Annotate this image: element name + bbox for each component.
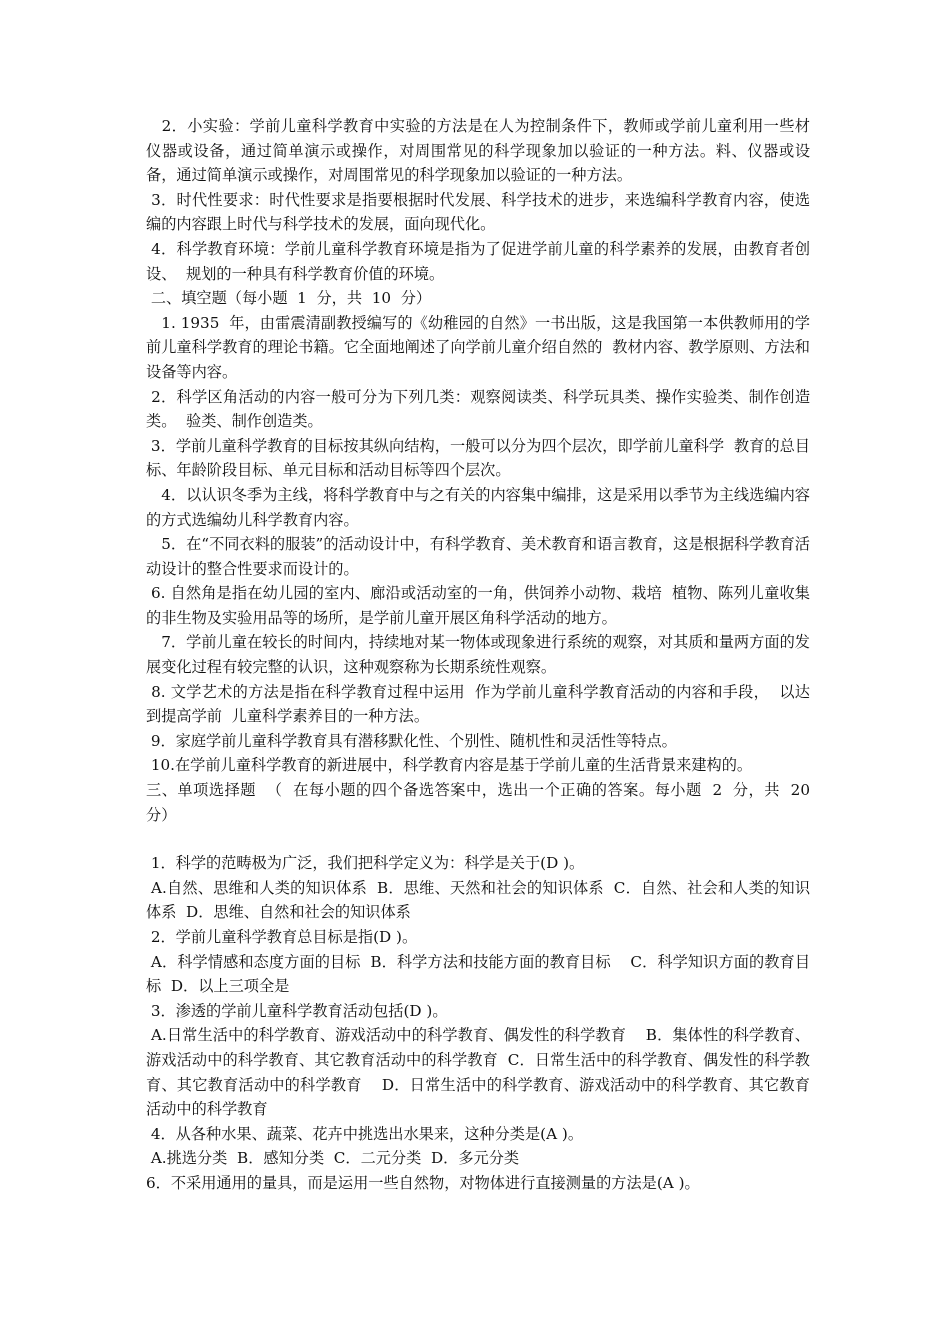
choice-options-4: A.挑选分类 B．感知分类 C．二元分类 D．多元分类 [146,1149,520,1168]
definition-environment: 4．科学教育环境：学前儿童科学教育环境是指为了促进学前儿童的科学素养的发展，由教育者创设、 规划的一种具有科学教育价值的环境。 [146,239,811,283]
choice-question-4: 4．从各种水果、蔬菜、花卉中挑选出水果来，这种分类是(A )。 [146,1124,584,1143]
choice-question-1: 1．科学的范畴极为广泛，我们把科学定义为：科学是关于(D )。 [146,854,585,873]
definition-timeliness: 3．时代性要求：时代性要求是指要根据时代发展、科学技术的进步，来选编科学教育内容，使选编的内容跟上时代与科学技术的发展，面向现代化。 [146,190,811,234]
choice-options-1: A.自然、思维和人类的知识体系 B．思维、天然和社会的知识体系 C．自然、社会和人类的知识体系 D．思维、自然和社会的知识体系 [146,878,811,922]
section-heading-fill-blank: 二、填空题（每小题 1 分，共 10 分） [146,289,432,308]
fill-blank-3: 3．学前儿童科学教育的目标按其纵向结构，一般可以分为四个层次，即学前儿童科学 教育的总目标、年龄阶段目标、单元目标和活动目标等四个层次。 [146,436,810,480]
choice-options-3: A.日常生活中的科学教育、游戏活动中的科学教育、偶发性的科学教育 B．集体性的科学教育、游戏活动中的科学教育、其它教育活动中的科学教育 C．日常生活中的科学教育、偶发性的科学教育、其它教育活动中的科学教育 D．日常生活中的科学教育、游戏活动中的科学教育、其它教育活动中的科学教育 [146,1026,810,1119]
choice-question-2: 2．学前儿童科学教育总目标是指(D )。 [146,928,418,946]
choice-options-2: A．科学情感和态度方面的目标 B．科学方法和技能方面的教育目标 C．科学知识方面的教育目标 D．以上三项全是 [146,952,811,996]
choice-question-6: 6．不采用通用的量具，而是运用一些自然物，对物体进行直接测量的方法是(A )。 [146,1173,700,1192]
section-heading-single-choice: 三、单项选择题 （ 在每小题的四个备选答案中，选出一个正确的答案。每小题 2 分，共 20 分） [146,781,815,824]
fill-blank-8: 8. 文学艺术的方法是指在科学教育过程中运用 作为学前儿童科学教育活动的内容和手段， 以达到提高学前 儿童科学素养目的一种方法。 [146,682,810,726]
fill-blank-4: 4．以认识冬季为主线，将科学教育中与之有关的内容集中编排，这是采用以季节为主线选编内容的方式选编幼儿科学教育内容。 [146,485,810,529]
fill-blank-7: 7．学前儿童在较长的时间内，持续地对某一物体或现象进行系统的观察，对其质和量两方面的发展变化过程有较完整的认识，这种观察称为长期系统性观察。 [146,633,810,677]
fill-blank-5: 5．在“不同衣料的服装”的活动设计中，有科学教育、美术教育和语言教育，这是根据科学教育活动设计的整合性要求而设计的。 [146,535,810,578]
blank-line [146,827,810,851]
fill-blank-10: 10.在学前儿童科学教育的新进展中，科学教育内容是基于学前儿童的生活背景来建构的。 [146,756,753,775]
fill-blank-1: 1. 1935 年，由雷震清副教授编写的《幼稚园的自然》一书出版，这是我国第一本供教师用的学前儿童科学教育的理论书籍。它全面地阐述了向学前儿童介绍自然的 教材内容、教学原则、方法和设备等内容。 [146,313,810,381]
fill-blank-9: 9．家庭学前儿童科学教育具有潜移默化性、个别性、随机性和灵活性等特点。 [146,731,677,750]
choice-question-3: 3．渗透的学前儿童科学教育活动包括(D )。 [146,1001,448,1020]
definition-experiment: 2．小实验：学前儿童科学教育中实验的方法是在人为控制条件下，教师或学前儿童利用一些材 仪器或设备，通过简单演示或操作，对周围常见的科学现象加以验证的一种方法。料、仪器或设备，通过简单演示或操作，对周围常见的科学现象加以验证的一种方法。 [146,117,820,185]
fill-blank-2: 2．科学区角活动的内容一般可分为下列几类：观察阅读类、科学玩具类、操作实验类、制作创造类。 验类、制作创造类。 [146,387,811,431]
fill-blank-6: 6. 自然角是指在幼儿园的室内、廊沿或活动室的一角，供饲养小动物、栽培 植物、陈列儿童收集的非生物及实验用品等的场所，是学前儿童开展区角科学活动的地方。 [146,584,810,627]
